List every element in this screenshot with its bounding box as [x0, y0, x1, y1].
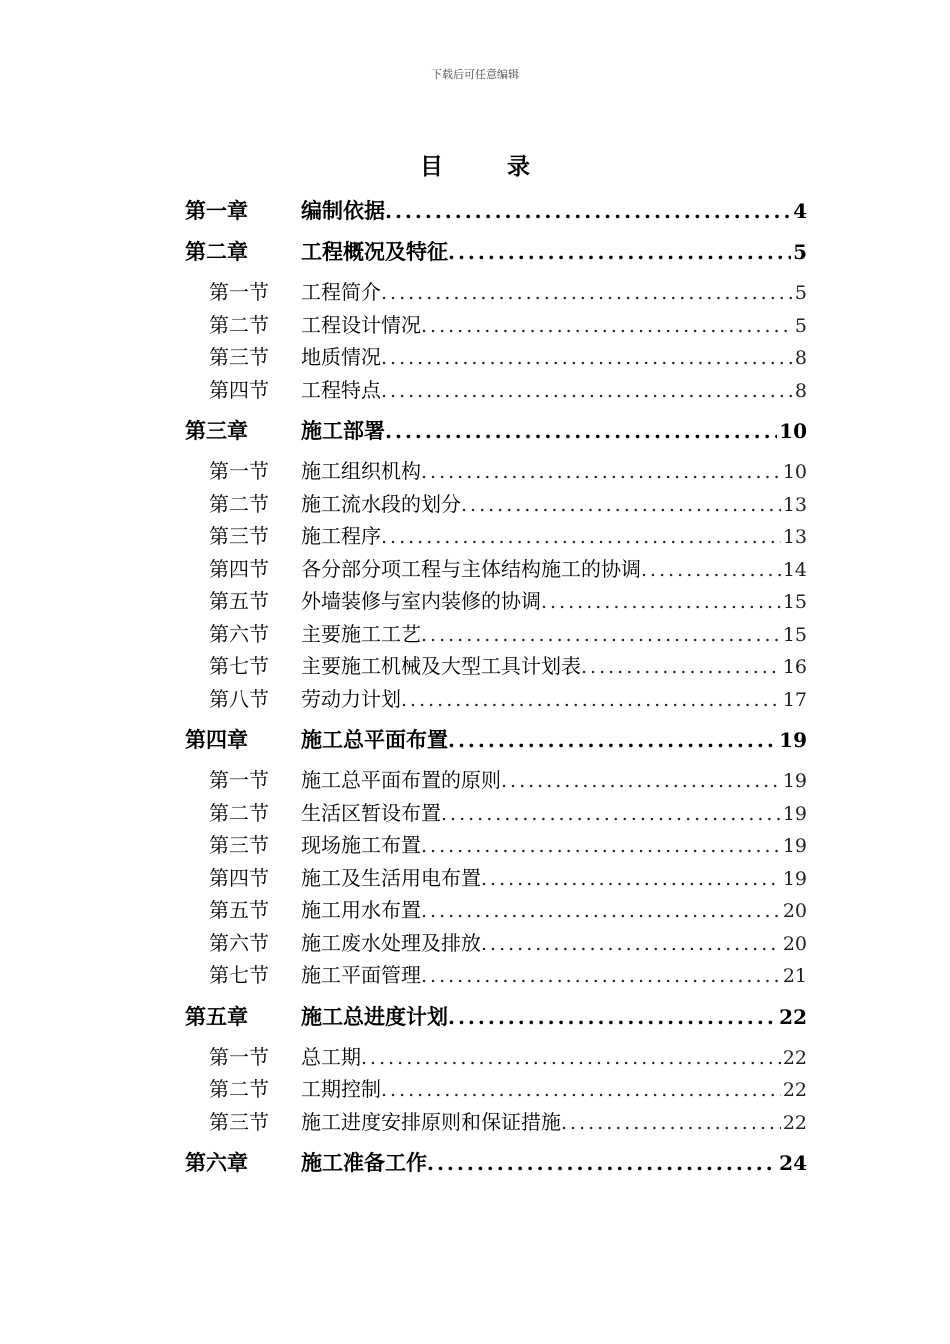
toc-section-label: 第八节	[209, 686, 269, 711]
toc-chapter-page-number: 22	[779, 1004, 807, 1029]
leader-dots	[561, 1107, 781, 1139]
toc-section-page-number: 10	[782, 461, 807, 483]
toc-chapter-page-number: 10	[779, 419, 807, 443]
toc-section-label: 第一节	[209, 459, 269, 483]
toc-chapter-title: 施工准备工作	[301, 1151, 427, 1175]
toc-section-label: 第七节	[209, 963, 269, 987]
toc-section-title: 各分部分项工程与主体结构施工的协调	[301, 556, 641, 581]
toc-section-title: 工程设计情况	[301, 312, 421, 337]
toc-section-label: 第四节	[209, 556, 269, 581]
toc-section-label: 第五节	[209, 898, 269, 922]
toc-section[interactable]	[185, 959, 807, 992]
toc-section-title: 施工废水处理及排放	[301, 930, 481, 955]
leader-dots	[421, 960, 781, 992]
toc-section[interactable]	[185, 488, 807, 521]
toc-section-title: 施工总平面布置的原则	[301, 768, 501, 792]
toc-chapter-label: 第四章	[185, 728, 248, 752]
toc-chapter[interactable]	[185, 411, 807, 451]
toc-section-label: 第四节	[209, 377, 269, 402]
toc-section-title: 施工程序	[301, 524, 381, 548]
leader-dots	[481, 863, 781, 895]
toc-section[interactable]	[185, 862, 807, 895]
toc-section[interactable]	[185, 455, 807, 488]
toc-section-label: 第三节	[209, 1109, 269, 1134]
toc-section-page-number: 8	[794, 347, 807, 369]
toc-section[interactable]	[185, 829, 807, 862]
leader-dots	[501, 765, 781, 797]
toc-section-label: 第三节	[209, 524, 269, 548]
toc-section-title: 工程特点	[301, 377, 381, 402]
toc-section[interactable]	[185, 764, 807, 797]
toc-chapter-page-number: 24	[779, 1151, 807, 1175]
toc-section-page-number: 19	[782, 867, 807, 890]
toc-section-title: 主要施工工艺	[301, 621, 421, 646]
toc-section[interactable]	[185, 553, 807, 586]
leader-dots	[541, 586, 781, 618]
spacer	[185, 406, 807, 410]
spacer	[185, 1138, 807, 1142]
toc-section-page-number: 19	[782, 770, 807, 792]
toc-section[interactable]	[185, 276, 807, 309]
toc-section-label: 第三节	[209, 833, 269, 857]
toc-section-page-number: 15	[782, 623, 807, 646]
toc-section-page-number: 22	[782, 1079, 807, 1101]
leader-dots	[461, 489, 781, 521]
toc-section-page-number: 13	[782, 526, 807, 548]
toc-chapter[interactable]	[185, 1143, 807, 1183]
spacer	[185, 992, 807, 996]
toc-chapter-label: 第二章	[185, 240, 248, 264]
leader-dots	[448, 997, 777, 1037]
toc-section[interactable]	[185, 618, 807, 651]
toc-section-label: 第一节	[209, 768, 269, 792]
toc-section-page-number: 21	[782, 965, 807, 987]
leader-dots	[381, 375, 793, 407]
toc-section-page-number: 15	[782, 591, 807, 613]
toc-section-label: 第四节	[209, 865, 269, 890]
toc-section-title: 生活区暂设布置	[301, 800, 441, 825]
toc-section[interactable]	[185, 1106, 807, 1139]
toc-chapter[interactable]	[185, 191, 807, 231]
toc-section-page-number: 8	[794, 379, 807, 402]
leader-dots	[448, 232, 791, 272]
toc-section-title: 劳动力计划	[301, 686, 401, 711]
leader-dots	[421, 830, 781, 862]
toc-section-page-number: 19	[782, 802, 807, 825]
toc-section-page-number: 19	[782, 835, 807, 857]
toc-section-label: 第七节	[209, 654, 269, 678]
leader-dots	[641, 554, 781, 586]
leader-dots	[427, 1143, 777, 1183]
toc-title: 目 录	[419, 154, 558, 180]
toc-chapter-label: 第三章	[185, 419, 248, 443]
leader-dots	[421, 619, 781, 651]
toc-section-label: 第二节	[209, 800, 269, 825]
toc-chapter-label: 第六章	[185, 1151, 248, 1175]
toc-section-page-number: 13	[782, 493, 807, 516]
leader-dots	[448, 720, 777, 760]
toc-section-title: 施工及生活用电布置	[301, 865, 481, 890]
table-of-contents	[185, 190, 807, 1183]
spacer	[185, 715, 807, 719]
leader-dots	[421, 456, 781, 488]
toc-section-label: 第一节	[209, 280, 269, 304]
leader-dots	[421, 310, 793, 342]
toc-chapter-label: 第一章	[185, 199, 248, 223]
toc-section-title: 地质情况	[301, 345, 381, 369]
toc-section[interactable]	[185, 585, 807, 618]
toc-section-label: 第二节	[209, 312, 269, 337]
toc-section[interactable]	[185, 927, 807, 960]
header-note: 下载后可任意编辑	[431, 68, 519, 81]
leader-dots	[441, 798, 781, 830]
leader-dots	[385, 411, 777, 451]
toc-section-label: 第五节	[209, 589, 269, 613]
toc-section-title: 外墙装修与室内装修的协调	[301, 589, 541, 613]
toc-section-label: 第六节	[209, 930, 269, 955]
toc-section[interactable]	[185, 1041, 807, 1074]
leader-dots	[385, 191, 791, 231]
toc-chapter[interactable]	[185, 997, 807, 1037]
toc-section[interactable]	[185, 797, 807, 830]
toc-chapter-page-number: 19	[779, 728, 807, 752]
toc-section-page-number: 20	[782, 900, 807, 922]
toc-section-page-number: 22	[782, 1111, 807, 1134]
toc-section-label: 第二节	[209, 1077, 269, 1101]
toc-section-title: 施工流水段的划分	[301, 491, 461, 516]
toc-section[interactable]	[185, 650, 807, 683]
leader-dots	[381, 1074, 781, 1106]
toc-section-label: 第三节	[209, 345, 269, 369]
toc-section-label: 第二节	[209, 491, 269, 516]
toc-chapter-title: 工程概况及特征	[301, 240, 448, 264]
toc-section-page-number: 22	[782, 1046, 807, 1069]
toc-section-title: 施工平面管理	[301, 963, 421, 987]
leader-dots	[361, 1042, 781, 1074]
toc-section-page-number: 17	[782, 688, 807, 711]
leader-dots	[421, 895, 781, 927]
toc-chapter-page-number: 4	[793, 199, 807, 223]
toc-section-title: 施工用水布置	[301, 898, 421, 922]
toc-chapter-page-number: 5	[793, 240, 807, 264]
toc-chapter-title: 编制依据	[301, 199, 385, 223]
leader-dots	[381, 342, 793, 374]
toc-section-title: 总工期	[301, 1044, 361, 1069]
toc-section-page-number: 20	[782, 932, 807, 955]
toc-section-label: 第六节	[209, 621, 269, 646]
toc-section-page-number: 16	[782, 656, 807, 678]
toc-section[interactable]	[185, 309, 807, 342]
toc-chapter-title: 施工部署	[301, 419, 385, 443]
toc-section[interactable]	[185, 520, 807, 553]
leader-dots	[401, 684, 781, 716]
toc-section[interactable]	[185, 894, 807, 927]
toc-chapter-label: 第五章	[185, 1004, 248, 1029]
leader-dots	[381, 277, 793, 309]
toc-section-page-number: 5	[794, 314, 807, 337]
toc-chapter[interactable]	[185, 232, 807, 272]
toc-chapter[interactable]	[185, 720, 807, 760]
leader-dots	[381, 521, 781, 553]
toc-section-title: 施工组织机构	[301, 459, 421, 483]
toc-chapter-title: 施工总进度计划	[301, 1004, 448, 1029]
toc-section[interactable]	[185, 374, 807, 407]
toc-section[interactable]	[185, 1073, 807, 1106]
toc-section-page-number: 5	[794, 282, 807, 304]
toc-section[interactable]	[185, 683, 807, 716]
toc-section-title: 主要施工机械及大型工具计划表	[301, 654, 581, 678]
toc-section-title: 工程简介	[301, 280, 381, 304]
leader-dots	[581, 651, 781, 683]
toc-section-label: 第一节	[209, 1044, 269, 1069]
toc-section-title: 现场施工布置	[301, 833, 421, 857]
toc-section[interactable]	[185, 341, 807, 374]
toc-section-page-number: 14	[782, 558, 807, 581]
toc-section-title: 工期控制	[301, 1077, 381, 1101]
leader-dots	[481, 928, 781, 960]
toc-section-title: 施工进度安排原则和保证措施	[301, 1109, 561, 1134]
toc-chapter-title: 施工总平面布置	[301, 728, 448, 752]
